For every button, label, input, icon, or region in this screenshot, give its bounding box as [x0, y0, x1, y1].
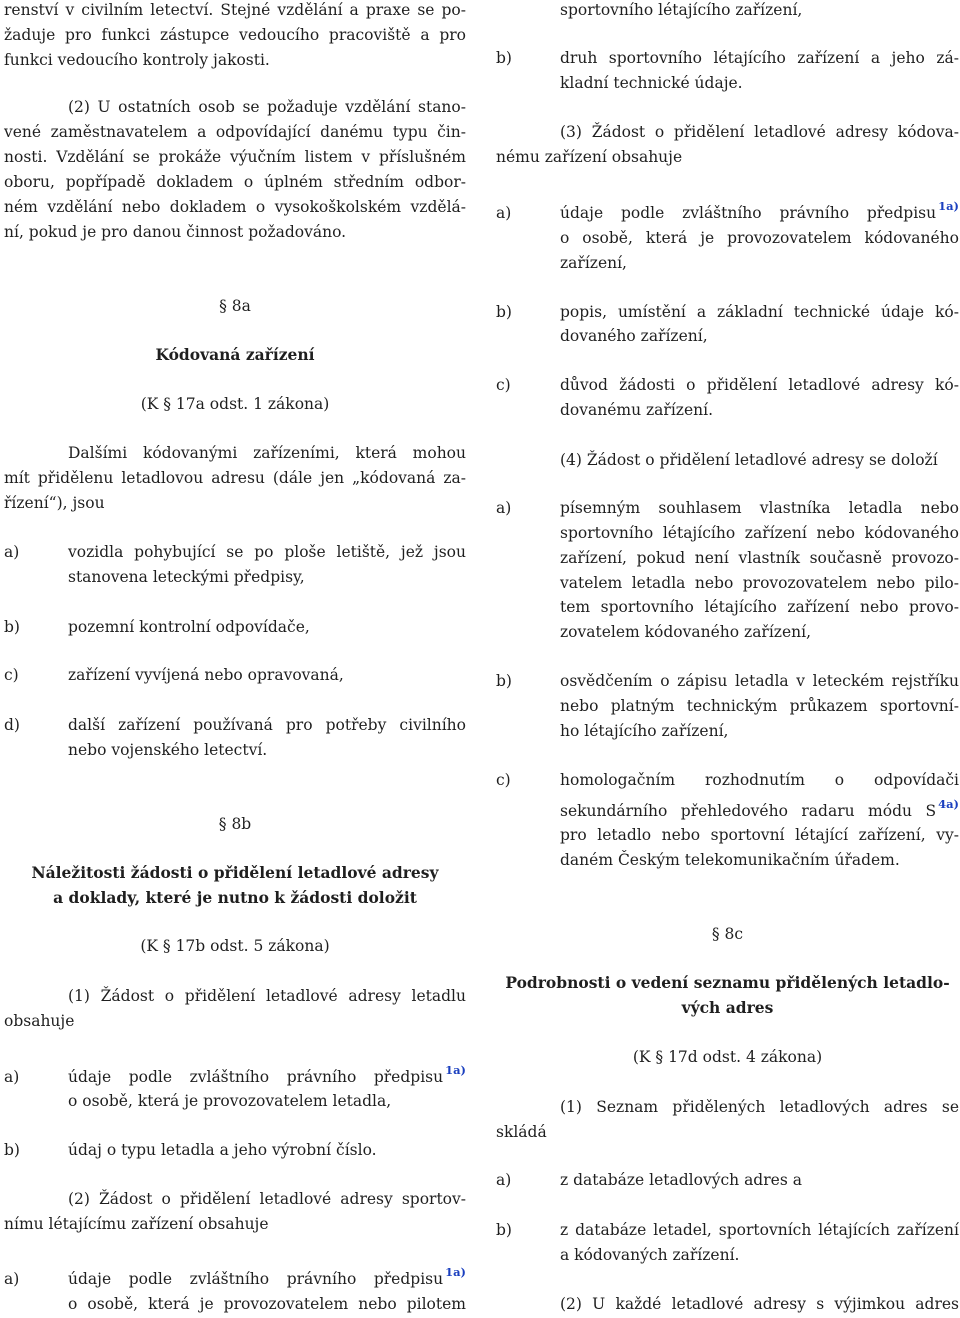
list-text: kladní technické údaje.: [560, 74, 743, 92]
section-8c-paragraph-1: (1) Seznam přidělených letadlových adres se: [560, 1098, 959, 1116]
list-text: dovaného zařízení,: [560, 327, 708, 345]
list-label: c): [4, 666, 19, 684]
list-text: vozidla pohybující se po ploše letiště, jež jsou: [68, 543, 466, 561]
list-label: b): [4, 1141, 20, 1159]
section-8b-paragraph-1: obsahuje: [4, 1012, 75, 1030]
list-text: druh sportovního létajícího zařízení a jeho zá-: [560, 49, 959, 67]
section-8c-paragraph-1: skládá: [496, 1123, 547, 1141]
text-line: funkci vedoucího kontroly jakosti.: [4, 51, 270, 69]
section-8c-title: Podrobnosti o vedení seznamu přidělených letadlo-: [505, 973, 950, 992]
list-text: z databáze letadlových adres a: [560, 1171, 802, 1189]
list-label: c): [496, 376, 511, 394]
list-text: vatelem letadla nebo provozovatelem nebo pilo-: [560, 574, 959, 592]
section-8c-reference: (K § 17d odst. 4 zákona): [632, 1048, 823, 1066]
list-text: daném Českým telekomunikačním úřadem.: [560, 851, 900, 869]
list-label: a): [4, 543, 20, 561]
section-8b-paragraph-2: (2) Žádost o přidělení letadlové adresy sportov-: [68, 1190, 466, 1208]
footnote-reference: 1a): [445, 1063, 466, 1077]
list-text: údaje podle zvláštního právního předpisu: [560, 204, 937, 222]
list-label: a): [4, 1270, 20, 1288]
paragraph-2-line: ní, pokud je pro danou činnost požadováno.: [4, 223, 347, 241]
paragraph-2-line: ném vzdělání nebo dokladem o vysokoškolském vzdělá-: [4, 198, 466, 216]
list-text: nebo platným technickým průkazem sportovní-: [560, 697, 959, 715]
paragraph-2-line: oboru, popřípadě dokladem o úplném středním odbor-: [4, 173, 466, 191]
list-text: o osobě, která je provozovatelem nebo pilotem: [68, 1295, 466, 1313]
section-8b-paragraph-1: (1) Žádost o přidělení letadlové adresy letadlu: [68, 987, 466, 1005]
section-8b-number: § 8b: [218, 815, 252, 833]
list-text: zařízení, pokud není vlastník současně provozo-: [560, 549, 959, 567]
list-text: a kódovaných zařízení.: [560, 1246, 740, 1264]
paragraph-3-line: (3) Žádost o přidělení letadlové adresy kódova-: [560, 123, 959, 141]
paragraph-2-line: vené zaměstnavatelem a odpovídající danému typu čin-: [4, 123, 466, 141]
list-text: o osobě, která je provozovatelem kódovaného: [560, 229, 959, 247]
list-text: sekundárního přehledového radaru módu S: [560, 802, 937, 820]
list-text: údaje podle zvláštního právního předpisu: [68, 1068, 444, 1086]
list-label: a): [496, 1171, 512, 1189]
list-text: zovatelem kódovaného zařízení,: [560, 623, 812, 641]
list-text: ho létajícího zařízení,: [560, 722, 729, 740]
section-8a-title: Kódovaná zařízení: [155, 345, 315, 364]
footnote-reference: 1a): [445, 1265, 466, 1279]
section-8a-number: § 8a: [219, 297, 251, 315]
list-text: sportovního létajícího zařízení nebo kódovaného: [560, 524, 959, 542]
list-text: zařízení vyvíjená nebo opravovaná,: [68, 666, 344, 684]
section-8a-intro-line: řízení“), jsou: [4, 494, 105, 512]
list-text: důvod žádosti o přidělení letadlové adresy kó-: [560, 376, 959, 394]
list-label: a): [496, 499, 512, 517]
footnote-reference: 1a): [938, 199, 959, 213]
footnote-reference: 4a): [938, 797, 959, 811]
list-text: z databáze letadel, sportovních létajících zařízení: [560, 1221, 959, 1239]
section-8b-title: Náležitosti žádosti o přidělení letadlové adresy: [31, 863, 439, 882]
list-text: písemným souhlasem vlastníka letadla nebo: [560, 499, 959, 517]
list-label: b): [4, 618, 20, 636]
list-text: osvědčením o zápisu letadla v leteckém rejstříku: [560, 672, 959, 690]
text-line: renství v civilním letectví. Stejné vzdělání a praxe se po-: [4, 1, 466, 19]
list-text: pro letadlo nebo sportovní létající zařízení, vy-: [560, 826, 959, 844]
list-text: dovanému zařízení.: [560, 401, 713, 419]
list-text: stanovena leteckými předpisy,: [68, 568, 305, 586]
list-text: další zařízení používaná pro potřeby civilního: [68, 716, 466, 734]
list-label: b): [496, 672, 512, 690]
list-label: a): [4, 1068, 20, 1086]
section-8c-title: vých adres: [681, 998, 774, 1017]
section-8c-number: § 8c: [711, 925, 744, 943]
section-8b-title: a doklady, které je nutno k žádosti doložit: [53, 888, 417, 907]
list-label: b): [496, 49, 512, 67]
list-label: d): [4, 716, 20, 734]
paragraph-4-line: (4) Žádost o přidělení letadlové adresy se doloží: [560, 451, 938, 469]
list-label: a): [496, 204, 512, 222]
section-8b-paragraph-2: nímu létajícímu zařízení obsahuje: [4, 1215, 269, 1233]
list-label: b): [496, 1221, 512, 1239]
text-line: žaduje pro funkci zástupce vedoucího pracoviště a pro: [4, 26, 466, 44]
list-text: homologačním rozhodnutím o odpovídači: [560, 771, 959, 789]
section-8b-reference: (K § 17b odst. 5 zákona): [140, 937, 330, 955]
list-text: nebo vojenského letectví.: [68, 741, 268, 759]
section-8c-paragraph-2: (2) U každé letadlové adresy s výjimkou adres: [560, 1295, 959, 1313]
list-text: tem sportovního létajícího zařízení nebo provo-: [560, 598, 959, 616]
list-text: zařízení,: [560, 254, 627, 272]
list-label: b): [496, 303, 512, 321]
list-text: pozemní kontrolní odpovídače,: [68, 618, 310, 636]
list-text: údaj o typu letadla a jeho výrobní číslo.: [68, 1141, 377, 1159]
section-8a-intro-line: Dalšími kódovanými zařízeními, která mohou: [68, 444, 466, 462]
text-line: sportovního létajícího zařízení,: [560, 1, 803, 19]
list-label: c): [496, 771, 511, 789]
section-8a-reference: (K § 17a odst. 1 zákona): [140, 395, 330, 413]
paragraph-2-line: (2) U ostatních osob se požaduje vzdělání stano-: [68, 98, 466, 116]
list-text: údaje podle zvláštního právního předpisu: [68, 1270, 444, 1288]
list-text: popis, umístění a základní technické údaje kó-: [560, 303, 959, 321]
paragraph-2-line: nosti. Vzdělání se prokáže výučním listem v příslušném: [4, 148, 466, 166]
section-8a-intro-line: mít přidělenu letadlovou adresu (dále jen „kódovaná za-: [4, 469, 466, 487]
paragraph-3-line: nému zařízení obsahuje: [496, 148, 683, 166]
list-text: o osobě, která je provozovatelem letadla,: [68, 1092, 392, 1110]
